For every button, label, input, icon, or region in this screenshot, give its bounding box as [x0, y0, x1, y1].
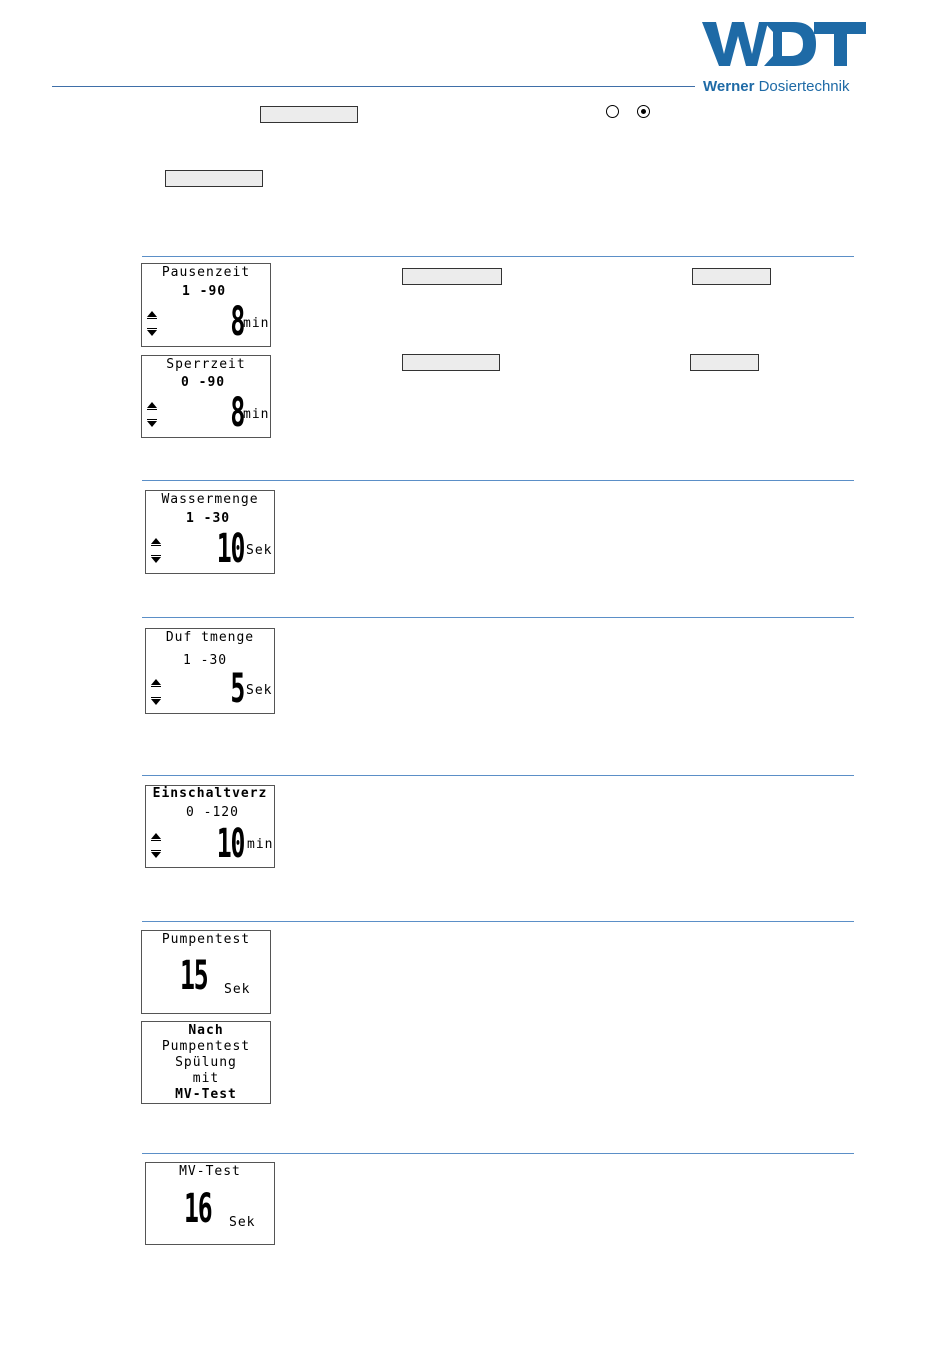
lcd-value: 16 [184, 1186, 212, 1232]
radio-off[interactable] [606, 105, 619, 118]
arrow-up-icon[interactable] [147, 311, 157, 317]
arrow-down-icon[interactable] [151, 699, 161, 705]
arrow-up-icon[interactable] [151, 538, 161, 544]
lcd-range: 1 -30 [186, 511, 231, 526]
lcd-range: 0 -120 [186, 805, 239, 820]
brand-name-rest: Dosiertechnik [758, 78, 850, 95]
lcd-title: Pumpentest [161, 932, 251, 947]
radio-on[interactable] [637, 105, 650, 118]
lcd-unit: Sek [229, 1215, 256, 1230]
button-placeholder-1[interactable] [260, 106, 358, 123]
lcd-duftmenge [145, 628, 275, 714]
section-rule [142, 256, 854, 257]
lcd-unit: min [243, 316, 270, 331]
button-placeholder-5[interactable] [402, 354, 500, 371]
lcd-line-5: MV-Test [175, 1087, 237, 1102]
lcd-line-1: Nach [188, 1023, 224, 1038]
brand-name [703, 78, 849, 95]
lcd-pausenzeit [141, 263, 271, 347]
lcd-wassermenge [145, 490, 275, 574]
lcd-value: 8 [230, 299, 244, 345]
button-placeholder-3[interactable] [402, 268, 502, 285]
lcd-line-2: Pumpentest [161, 1039, 251, 1054]
lcd-title: Pausenzeit [161, 265, 251, 280]
header-rule [52, 86, 695, 87]
lcd-nach-pumpentest [141, 1021, 271, 1104]
section-rule [142, 480, 854, 481]
lcd-mv-test [145, 1162, 275, 1245]
lcd-line-4: mit [192, 1071, 220, 1086]
lcd-unit: Sek [246, 543, 273, 558]
section-rule [142, 1153, 854, 1154]
lcd-title: MV-Test [179, 1164, 241, 1179]
section-rule [142, 617, 854, 618]
arrow-down-icon[interactable] [151, 557, 161, 563]
button-placeholder-6[interactable] [690, 354, 759, 371]
lcd-unit: Sek [224, 982, 251, 997]
lcd-line-3: Spülung [175, 1055, 237, 1070]
lcd-range: 0 -90 [181, 375, 226, 390]
lcd-range: 1 -30 [183, 653, 228, 668]
arrow-down-icon[interactable] [147, 421, 157, 427]
lcd-pumpentest [141, 930, 271, 1014]
lcd-title: Duf tmenge [165, 630, 255, 645]
lcd-value: 5 [230, 666, 244, 712]
wdt-logo-mark [702, 20, 867, 70]
lcd-unit: Sek [246, 683, 273, 698]
arrow-up-icon[interactable] [151, 679, 161, 685]
brand-name-bold: Werner [703, 78, 755, 95]
arrow-down-icon[interactable] [147, 330, 157, 336]
lcd-unit: min [247, 837, 274, 852]
lcd-value: 10 [216, 821, 244, 867]
button-placeholder-4[interactable] [692, 268, 771, 285]
lcd-range: 1 -90 [182, 284, 227, 299]
lcd-einschaltverz [145, 785, 275, 868]
lcd-value: 10 [216, 526, 244, 572]
section-rule [142, 775, 854, 776]
wdt-logo [702, 20, 867, 70]
section-rule [142, 921, 854, 922]
lcd-value: 15 [180, 953, 208, 999]
lcd-title: Einschaltverz [152, 786, 268, 801]
arrow-up-icon[interactable] [147, 402, 157, 408]
lcd-sperrzeit [141, 355, 271, 438]
arrow-down-icon[interactable] [151, 852, 161, 858]
lcd-unit: min [243, 407, 270, 422]
lcd-title: Sperrzeit [166, 357, 246, 372]
arrow-up-icon[interactable] [151, 833, 161, 839]
lcd-title: Wassermenge [161, 492, 259, 507]
lcd-value: 8 [230, 390, 244, 436]
button-placeholder-2[interactable] [165, 170, 263, 187]
